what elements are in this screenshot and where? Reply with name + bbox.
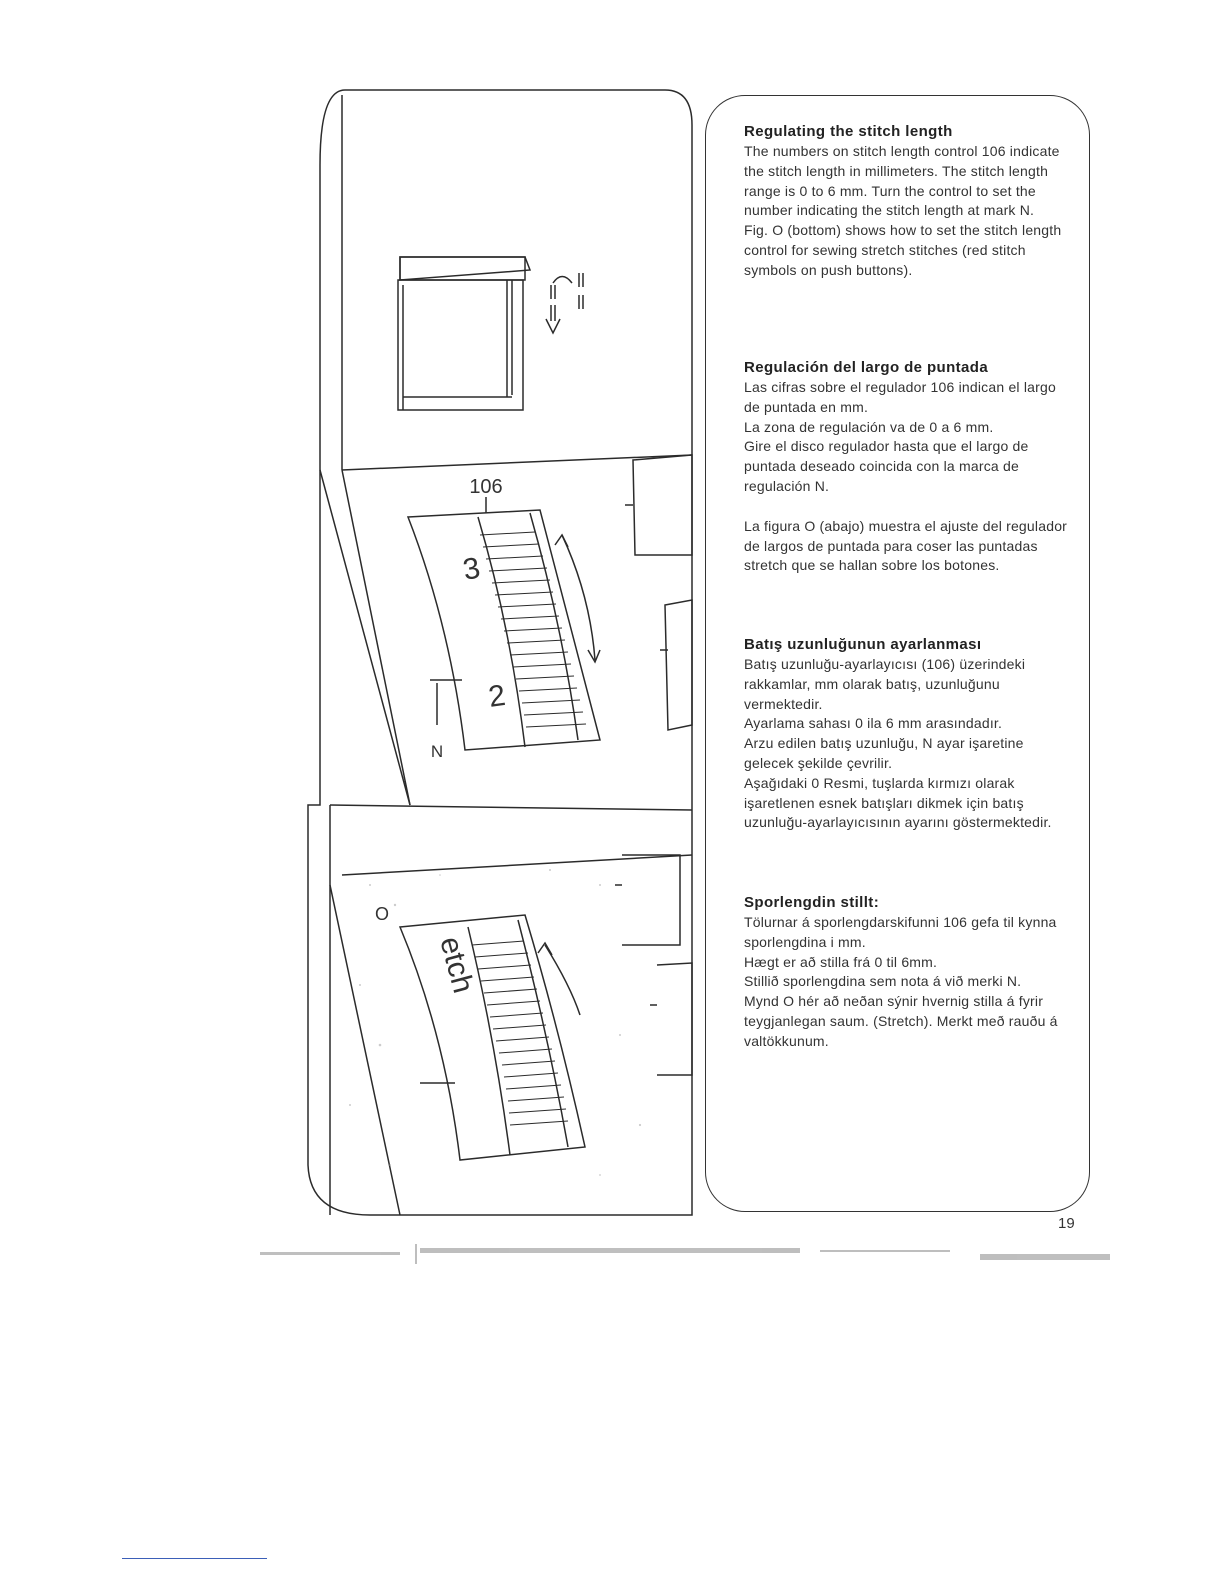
instruction-text-panel [705, 95, 1090, 1212]
control-number-label: 106 [469, 476, 503, 498]
section-turkish [744, 636, 1074, 833]
section-paragraph: La figura O (abajo) muestra el ajuste del regulador de largos de puntada para coser las puntadas stretch que se hallan sobre los botones. [744, 517, 1068, 574]
section-paragraph: Tölurnar á sporlengdarskifunni 106 gefa til kynna sporlengdina i mm. [744, 914, 1057, 950]
page-number: 19 [1058, 1215, 1075, 1232]
section-icelandic [744, 894, 1074, 1052]
section-paragraph: Mynd O hér að neðan sýnir hvernig stilla á fyrir teygjanlegan saum. (Stretch). Merkt með rauðu á valtökkunum. [744, 993, 1058, 1049]
footer-rule [122, 1558, 267, 1559]
dial-stretch-text: etch [433, 933, 480, 997]
section-paragraph: The numbers on stitch length control 106 indicate the stitch length in millimeters. The stitch length range is 0 to 6 mm. Turn the control to set the number indicating the stitch length at mark N. [744, 143, 1060, 219]
scan-artifact [260, 1240, 1120, 1280]
section-paragraph: Aşağıdaki 0 Resmi, tuşlarda kırmızı olarak işaretlenen esnek batışları dikmek için batış uzunluğu-ayarlayıcısının ayarını göstermektedir. [744, 774, 1052, 831]
dial-number-3: 3 [460, 551, 483, 587]
section-paragraph: Batış uzunluğu-ayarlayıcısı (106) üzerindeki rakkamlar, mm olarak batış, uzunluğunu vermektedir. [744, 656, 1026, 712]
section-paragraph: Gire el disco regulador hasta que el largo de puntada deseado coincida con la marca de regulación N. [744, 438, 1029, 494]
section-title: Regulación del largo de puntada [744, 359, 989, 376]
section-paragraph: Fig. O (bottom) shows how to set the stitch length control for sewing stretch stitches (red stitch symbols on push buttons). [744, 222, 1062, 278]
figure-o-label: O [374, 904, 390, 924]
mark-n-label: N [430, 742, 444, 761]
stitch-length-illustration [300, 85, 700, 1220]
section-paragraph: Ayarlama sahası 0 ila 6 mm arasındadır. [744, 715, 1003, 732]
section-title: Regulating the stitch length [744, 123, 953, 140]
section-paragraph: Stillið sporlengdina sem nota á við merki N. [744, 973, 1022, 990]
section-paragraph: La zona de regulación va de 0 a 6 mm. [744, 418, 994, 435]
section-paragraph: Arzu edilen batış uzunluğu, N ayar işaretine gelecek şekilde çevrilir. [744, 735, 1024, 771]
section-title: Sporlengdin stillt: [744, 894, 880, 911]
section-paragraph: Las cifras sobre el regulador 106 indican el largo de puntada en mm. [744, 379, 1056, 415]
dial-number-2: 2 [486, 678, 508, 714]
section-spanish [744, 359, 1074, 576]
section-paragraph: Hægt er að stilla frá 0 til 6mm. [744, 953, 938, 970]
section-english [744, 123, 1074, 281]
section-title: Batış uzunluğunun ayarlanması [744, 636, 982, 653]
